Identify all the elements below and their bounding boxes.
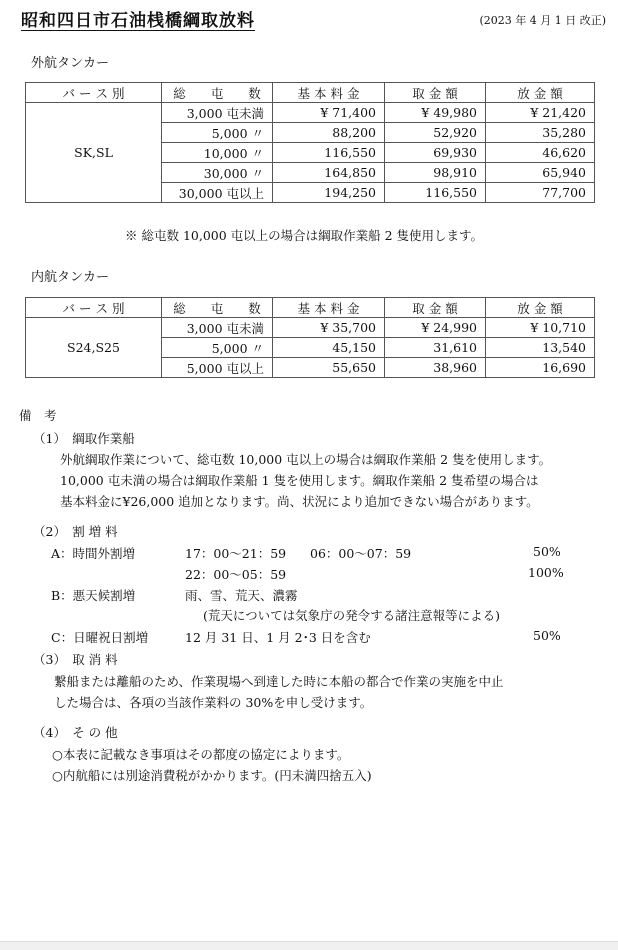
remark-1-line: 10,000 屯未満の場合は綱取作業船 1 隻を使用します。綱取作業船 2 隻希望の場合は <box>60 473 539 488</box>
remark-1-line: 基本料金に¥26,000 追加となります。尚、状況により追加できない場合があります。 <box>60 494 539 509</box>
surcharge-a-time-2: 06：00〜07：59 <box>310 546 412 561</box>
remark-4-line: ○本表に記載なき事項はその都度の協定によります。 <box>52 747 350 762</box>
tori-amount-cell: 52,920 <box>385 123 486 143</box>
remark-4-heading: （4） そ の 他 <box>33 725 118 740</box>
header-berth: バ ー ス 別 <box>26 298 162 318</box>
tori-amount-cell: ¥ 49,980 <box>385 103 486 123</box>
gaikou-note: ※ 総屯数 10,000 屯以上の場合は綱取作業船 2 隻使用します。 <box>125 228 484 243</box>
surcharge-b-note: (荒天については気象庁の発令する諸注意報等による) <box>203 608 501 623</box>
surcharge-b-text: 雨、雪、荒天、濃霧 <box>185 588 298 603</box>
naikou-table <box>25 297 595 378</box>
header-hou-amount: 放 金 額 <box>486 83 595 103</box>
surcharge-a-time-1: 17：00〜21：59 <box>185 546 287 561</box>
tonnage-cell: 30,000 〃 <box>162 163 273 183</box>
tonnage-cell: 3,000 屯未満 <box>162 103 273 123</box>
remarks-heading: 備 考 <box>19 408 57 423</box>
hou-amount-cell: 46,620 <box>486 143 595 163</box>
surcharge-a-percent-2: 100% <box>528 565 564 580</box>
hou-amount-cell: ¥ 21,420 <box>486 103 595 123</box>
surcharge-c-text: 12 月 31 日、1 月 2･3 日を含む <box>185 630 371 645</box>
tonnage-cell: 10,000 〃 <box>162 143 273 163</box>
surcharge-b-label: B：悪天候割増 <box>51 588 136 603</box>
basic-fee-cell: ¥ 71,400 <box>273 103 385 123</box>
tori-amount-cell: ¥ 24,990 <box>385 318 486 338</box>
remark-2-heading: （2） 割 増 料 <box>33 524 118 539</box>
berth-cell: SK,SL <box>26 103 162 203</box>
basic-fee-cell: 45,150 <box>273 338 385 358</box>
hou-amount-cell: 77,700 <box>486 183 595 203</box>
table-header-row <box>26 83 595 103</box>
tori-amount-cell: 116,550 <box>385 183 486 203</box>
naikou-section-title: 内航タンカー <box>31 270 110 285</box>
hou-amount-cell: 13,540 <box>486 338 595 358</box>
tonnage-cell: 5,000 屯以上 <box>162 358 273 378</box>
header-basic-fee: 基 本 料 金 <box>273 298 385 318</box>
basic-fee-cell: 164,850 <box>273 163 385 183</box>
table-header-row <box>26 298 595 318</box>
surcharge-a-percent-1: 50% <box>533 544 561 559</box>
table-row <box>26 318 595 338</box>
remark-3-heading: （3） 取 消 料 <box>33 652 118 667</box>
surcharge-a-label: A：時間外割増 <box>51 546 136 561</box>
header-hou-amount: 放 金 額 <box>486 298 595 318</box>
basic-fee-cell: 116,550 <box>273 143 385 163</box>
gaikou-section-title: 外航タンカー <box>31 56 110 71</box>
header-tonnage: 総 屯 数 <box>162 83 273 103</box>
tori-amount-cell: 69,930 <box>385 143 486 163</box>
basic-fee-cell: 55,650 <box>273 358 385 378</box>
basic-fee-cell: 88,200 <box>273 123 385 143</box>
header-berth: バ ー ス 別 <box>26 83 162 103</box>
remark-3-line: した場合は、各項の当該作業料の 30%を申し受けます。 <box>54 695 373 710</box>
berth-cell: S24,S25 <box>26 318 162 378</box>
remark-1-line: 外航綱取作業について、総屯数 10,000 屯以上の場合は綱取作業船 2 隻を使用します。 <box>60 452 552 467</box>
header-tori-amount: 取 金 額 <box>385 83 486 103</box>
header-basic-fee: 基 本 料 金 <box>273 83 385 103</box>
surcharge-c-label: C：日曜祝日割増 <box>51 630 149 645</box>
remark-3-line: 繋船または離船のため、作業現場へ到達した時に本船の都合で作業の実施を中止 <box>54 674 504 689</box>
table-row <box>26 103 595 123</box>
hou-amount-cell: 35,280 <box>486 123 595 143</box>
tori-amount-cell: 98,910 <box>385 163 486 183</box>
surcharge-a-time-3: 22：00〜05：59 <box>185 567 287 582</box>
header-tori-amount: 取 金 額 <box>385 298 486 318</box>
header-tonnage: 総 屯 数 <box>162 298 273 318</box>
basic-fee-cell: ¥ 35,700 <box>273 318 385 338</box>
tonnage-cell: 5,000 〃 <box>162 123 273 143</box>
hou-amount-cell: ¥ 10,710 <box>486 318 595 338</box>
tonnage-cell: 30,000 屯以上 <box>162 183 273 203</box>
tonnage-cell: 5,000 〃 <box>162 338 273 358</box>
basic-fee-cell: 194,250 <box>273 183 385 203</box>
tori-amount-cell: 38,960 <box>385 358 486 378</box>
tori-amount-cell: 31,610 <box>385 338 486 358</box>
remark-4-line: ○内航船には別途消費税がかかります。(円未満四捨五入) <box>52 768 372 783</box>
page-title: 昭和四日市石油桟橋綱取放料 <box>21 11 255 31</box>
remark-1-heading: （1） 綱取作業船 <box>33 431 135 446</box>
gaikou-table <box>25 82 595 203</box>
hou-amount-cell: 65,940 <box>486 163 595 183</box>
surcharge-c-percent: 50% <box>533 628 561 643</box>
tonnage-cell: 3,000 屯未満 <box>162 318 273 338</box>
hou-amount-cell: 16,690 <box>486 358 595 378</box>
revision-date: (2023 年 4 月 1 日 改正) <box>479 14 606 27</box>
